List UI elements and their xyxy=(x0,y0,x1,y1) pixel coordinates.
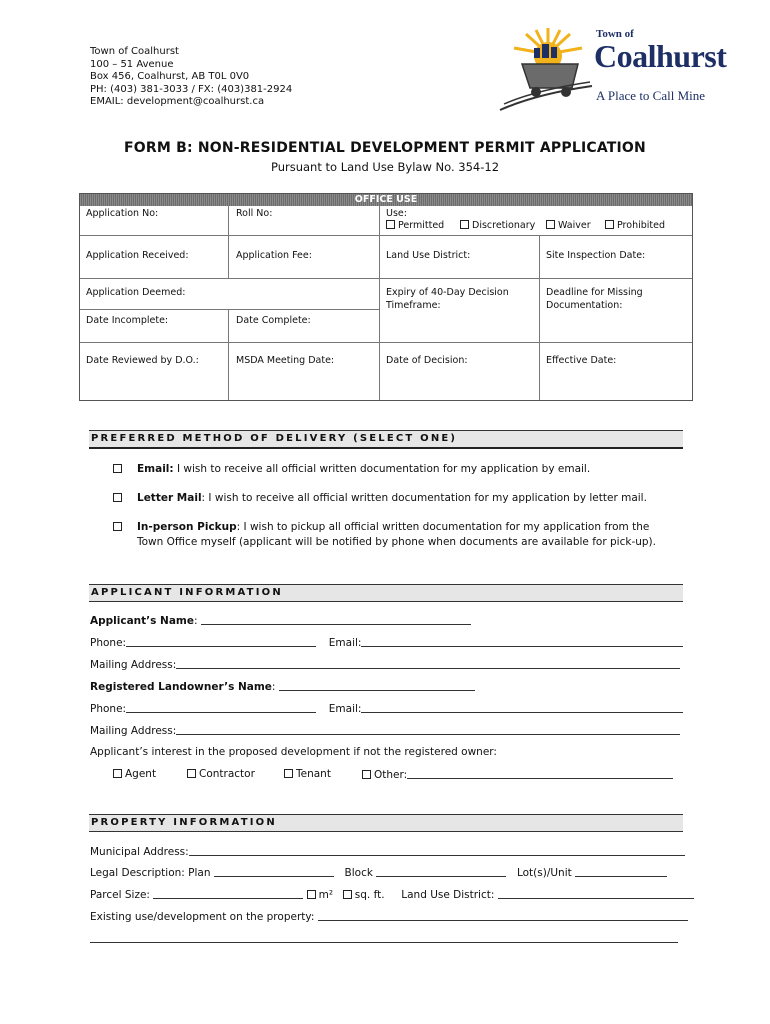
table-rule xyxy=(80,278,692,279)
colon: : xyxy=(271,681,276,693)
expiry-label-line: Expiry of 40-Day Decision xyxy=(386,287,509,298)
logo-tagline: A Place to Call Mine xyxy=(596,88,706,103)
delivery-section-header: PREFERRED METHOD OF DELIVERY (SELECT ONE) xyxy=(89,430,683,449)
table-rule xyxy=(80,235,692,236)
checkbox[interactable] xyxy=(460,220,469,229)
use-label: Use: xyxy=(386,208,407,219)
lots-field[interactable] xyxy=(575,866,667,877)
sun-mine-cart-icon xyxy=(496,24,606,114)
property-land-use-district-label: Land Use District: xyxy=(401,889,495,901)
applicant-name-label: Applicant’s Name xyxy=(90,615,194,627)
delivery-option-letter[interactable] xyxy=(113,491,693,507)
sqft-label: sq. ft. xyxy=(354,889,385,901)
address-line: 100 – 51 Avenue xyxy=(90,58,174,70)
town-address-block xyxy=(90,46,292,109)
office-use-table xyxy=(79,193,693,401)
table-rule xyxy=(80,309,380,310)
interest-option-contractor[interactable] xyxy=(187,768,255,780)
phone-label: Phone: xyxy=(90,637,127,649)
checkbox[interactable] xyxy=(187,769,196,778)
deadline-missing-docs-field[interactable] xyxy=(546,286,643,312)
landowner-email-field[interactable] xyxy=(361,702,683,713)
municipal-address-label: Municipal Address: xyxy=(90,846,189,858)
checkbox[interactable] xyxy=(113,769,122,778)
property-land-use-district-field[interactable] xyxy=(498,888,694,899)
block-field[interactable] xyxy=(376,866,506,877)
block-label: Block xyxy=(344,867,373,879)
landowner-phone-field[interactable] xyxy=(126,702,316,713)
table-rule xyxy=(228,206,229,278)
date-complete-field[interactable]: Date Complete: xyxy=(236,315,311,326)
form-subtitle: Pursuant to Land Use Bylaw No. 354-12 xyxy=(270,160,500,174)
applicant-mailing-field[interactable] xyxy=(176,658,680,669)
address-line: PH: (403) 381-3033 / FX: (403)381-2924 xyxy=(90,83,293,95)
application-no-field[interactable]: Application No: xyxy=(86,208,159,219)
existing-use-field[interactable] xyxy=(318,910,688,921)
checkbox[interactable] xyxy=(605,220,614,229)
option-label: Contractor xyxy=(199,768,255,780)
mailing-address-label: Mailing Address: xyxy=(90,659,177,671)
existing-use-row xyxy=(90,910,688,923)
existing-use-label: Existing use/development on the property: xyxy=(90,911,315,923)
use-option-prohibited[interactable] xyxy=(605,219,665,232)
delivery-option-pickup[interactable] xyxy=(113,520,693,552)
checkbox[interactable] xyxy=(284,769,293,778)
option-label: Letter Mail xyxy=(137,492,202,504)
logo-name: Coalhurst xyxy=(594,38,727,74)
date-reviewed-field[interactable]: Date Reviewed by D.O.: xyxy=(86,355,199,366)
address-line: EMAIL: development@coalhurst.ca xyxy=(90,96,265,108)
use-option-waiver[interactable] xyxy=(546,219,591,232)
property-section-header: PROPERTY INFORMATION xyxy=(89,814,683,832)
option-label: Prohibited xyxy=(617,220,666,231)
applicant-email-field[interactable] xyxy=(361,636,683,647)
municipal-address-field[interactable] xyxy=(189,845,685,856)
checkbox[interactable] xyxy=(386,220,395,229)
option-label: Other: xyxy=(374,769,408,781)
applicant-name-field[interactable] xyxy=(201,614,471,625)
table-rule xyxy=(228,309,229,400)
landowner-name-field[interactable] xyxy=(279,680,475,691)
option-label: Discretionary xyxy=(472,220,536,231)
existing-use-field-line2[interactable] xyxy=(90,932,678,943)
parcel-size-field[interactable] xyxy=(153,888,303,899)
interest-option-tenant[interactable] xyxy=(284,768,331,780)
checkbox[interactable] xyxy=(113,493,122,502)
colon: : xyxy=(194,615,198,627)
option-description: : I wish to pickup all official written documentation for my application from the Town Office myself (applicant will be notified by phone when documents are available for pick-up). xyxy=(137,521,656,548)
use-option-discretionary[interactable] xyxy=(460,219,535,232)
site-inspection-date-field[interactable]: Site Inspection Date: xyxy=(546,250,646,261)
interest-option-other[interactable] xyxy=(362,768,673,781)
use-option-permitted[interactable] xyxy=(386,219,444,232)
municipal-address-row xyxy=(90,845,685,858)
parcel-size-label: Parcel Size: xyxy=(90,889,150,901)
deadline-label-line: Documentation: xyxy=(546,300,623,311)
logo-town-of: Town of xyxy=(596,28,634,40)
address-line: Town of Coalhurst xyxy=(90,46,179,57)
mailing-address-label: Mailing Address: xyxy=(90,725,177,737)
option-label: Email: xyxy=(137,463,174,475)
date-incomplete-field[interactable]: Date Incomplete: xyxy=(86,315,169,326)
expiry-40-day-field[interactable] xyxy=(386,286,509,312)
landowner-mailing-field[interactable] xyxy=(176,724,680,735)
landowner-name-label: Registered Landowner’s Name xyxy=(90,681,272,693)
office-use-header: OFFICE USE xyxy=(80,194,692,206)
effective-date-field[interactable]: Effective Date: xyxy=(546,355,617,366)
plan-field[interactable] xyxy=(214,866,334,877)
delivery-option-email[interactable] xyxy=(113,462,693,478)
landowner-phone-row xyxy=(90,702,683,715)
table-rule xyxy=(539,235,540,400)
lots-label: Lot(s)/Unit xyxy=(516,867,572,879)
m2-label: m² xyxy=(318,889,334,901)
option-text xyxy=(137,491,677,506)
address-line: Box 456, Coalhurst, AB T0L 0V0 xyxy=(90,71,250,83)
deadline-label-line: Deadline for Missing xyxy=(546,287,643,298)
option-text xyxy=(137,462,677,477)
option-text xyxy=(137,520,677,550)
landowner-mailing-row xyxy=(90,724,680,737)
option-label: Tenant xyxy=(296,768,331,780)
table-rule xyxy=(80,342,692,343)
option-description: : I wish to receive all official written documentation for my application by letter mail. xyxy=(201,492,647,504)
applicant-phone-row xyxy=(90,636,683,649)
application-deemed-field[interactable]: Application Deemed: xyxy=(86,287,186,298)
table-rule xyxy=(379,206,380,400)
applicant-name-row xyxy=(90,614,471,627)
interest-option-agent[interactable] xyxy=(113,768,156,780)
option-label: Permitted xyxy=(398,220,445,231)
applicant-section-header: APPLICANT INFORMATION xyxy=(89,584,683,602)
checkbox[interactable] xyxy=(362,770,371,779)
option-label: In-person Pickup xyxy=(137,521,237,533)
interest-other-field[interactable] xyxy=(407,768,673,779)
applicant-phone-field[interactable] xyxy=(126,636,316,647)
msda-meeting-date-field[interactable]: MSDA Meeting Date: xyxy=(236,355,335,366)
landowner-name-row xyxy=(90,680,475,693)
checkbox[interactable] xyxy=(113,464,122,473)
roll-no-field[interactable]: Roll No: xyxy=(236,208,273,219)
application-received-field[interactable]: Application Received: xyxy=(86,250,189,261)
option-description: I wish to receive all official written documentation for my application by email. xyxy=(173,463,591,475)
m2-checkbox[interactable] xyxy=(307,890,316,899)
email-label: Email: xyxy=(328,637,362,649)
sqft-checkbox[interactable] xyxy=(343,890,352,899)
expiry-label-line: Timeframe: xyxy=(386,300,441,311)
interest-label: Applicant’s interest in the proposed development if not the registered owner: xyxy=(90,746,497,758)
email-label: Email: xyxy=(328,703,362,715)
checkbox[interactable] xyxy=(546,220,555,229)
applicant-mailing-row xyxy=(90,658,680,671)
form-title: FORM B: NON-RESIDENTIAL DEVELOPMENT PERMIT APPLICATION xyxy=(124,140,646,156)
phone-label: Phone: xyxy=(90,703,127,715)
date-of-decision-field[interactable]: Date of Decision: xyxy=(386,355,468,366)
option-label: Agent xyxy=(125,768,157,780)
parcel-size-row xyxy=(90,888,694,901)
option-label: Waiver xyxy=(558,220,591,231)
legal-description-row xyxy=(90,866,667,879)
coalhurst-logo xyxy=(496,24,746,114)
checkbox[interactable] xyxy=(113,522,122,531)
application-fee-field[interactable]: Application Fee: xyxy=(236,250,312,261)
legal-plan-label: Legal Description: Plan xyxy=(90,867,211,879)
land-use-district-field[interactable]: Land Use District: xyxy=(386,250,471,261)
